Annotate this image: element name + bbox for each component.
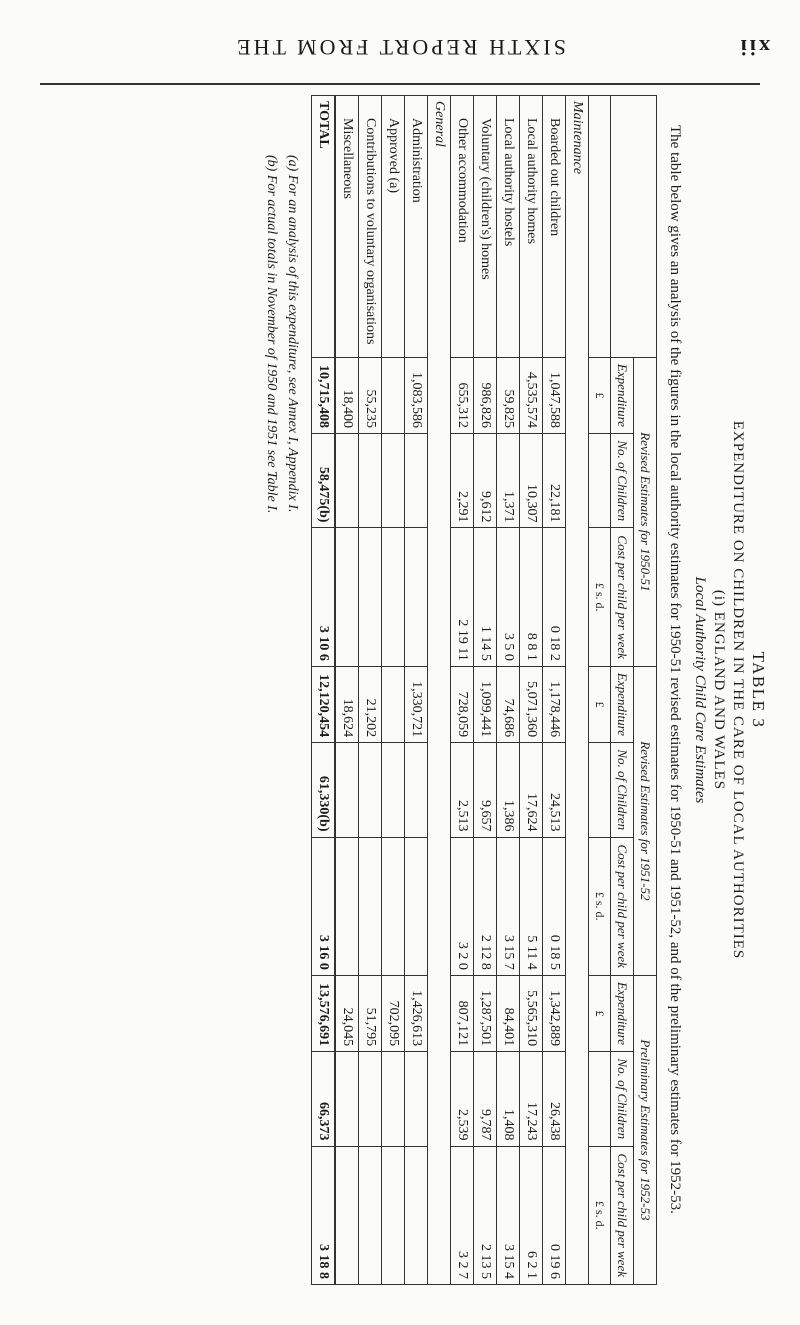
cell: 9,612	[473, 434, 496, 528]
cell: 0 18 2	[542, 528, 565, 666]
table-title: TABLE 3	[749, 651, 768, 729]
table-row	[542, 96, 565, 1285]
table-subtitle: EXPENDITURE ON CHILDREN IN THE CARE OF LOCAL AUTHORITIES	[730, 420, 746, 960]
cell: 2,291	[450, 434, 473, 528]
cell	[335, 1052, 359, 1146]
cell	[404, 1052, 427, 1146]
cell: 1,330,721	[404, 666, 427, 742]
table-row	[335, 96, 359, 1285]
cell: 9,787	[473, 1052, 496, 1146]
row-label: Approved (a)	[381, 96, 404, 358]
table-row	[450, 96, 473, 1285]
cell: 84,401	[496, 975, 519, 1051]
cell	[358, 1146, 381, 1284]
cell: 3 2 7	[450, 1146, 473, 1284]
cell: 0 18 5	[542, 837, 565, 975]
table-row	[519, 96, 542, 1285]
cell: 5 11 4	[519, 837, 542, 975]
cell	[358, 837, 381, 975]
cell	[335, 837, 359, 975]
total-cell: 3 16 0	[311, 837, 335, 975]
table-row	[381, 96, 404, 1285]
col-cost-per-week: Cost per child per week	[610, 528, 633, 666]
unit-cell: £	[588, 666, 610, 742]
cell: 5,071,360	[519, 666, 542, 742]
cell	[358, 528, 381, 666]
col-expenditure: Expenditure	[610, 357, 633, 433]
cell: 5,565,310	[519, 975, 542, 1051]
cell: 4,535,574	[519, 357, 542, 433]
unit-label	[588, 96, 610, 358]
total-cell: 12,120,454	[311, 666, 335, 742]
total-cell: 3 18 8	[311, 1146, 335, 1284]
table-row	[404, 96, 427, 1285]
cell: 3 15 4	[496, 1146, 519, 1284]
cell: 18,400	[335, 357, 359, 433]
cell: 0 19 6	[542, 1146, 565, 1284]
table-section-italic: Local Authority Child Care Estimates	[692, 576, 708, 804]
col-cost-per-week: Cost per child per week	[610, 837, 633, 975]
total-row	[311, 96, 335, 1285]
total-cell: 66,373	[311, 1052, 335, 1146]
cell	[404, 837, 427, 975]
cell: 1,426,613	[404, 975, 427, 1051]
cell: 17,243	[519, 1052, 542, 1146]
unit-cell: £ s. d.	[588, 837, 610, 975]
cell	[358, 1052, 381, 1146]
cell: 1,178,446	[542, 666, 565, 742]
group-header-1950-51: Revised Estimates for 1950-51	[633, 357, 656, 666]
row-label: Voluntary (children's) homes	[473, 96, 496, 358]
col-children: No. of Children	[610, 434, 633, 528]
row-label: Contributions to voluntary organisations	[358, 96, 381, 358]
footnotes	[261, 155, 303, 1285]
table-row	[358, 96, 381, 1285]
row-label: Local authority homes	[519, 96, 542, 358]
row-label: Administration	[404, 96, 427, 358]
table-intro: The table below gives an analysis of the figures in the local authority estimates for 1950-51 revised estimates for 1950-51 and 1951-52, and of the preliminary estimates for 1952-53.	[667, 125, 683, 1214]
unit-row	[588, 96, 610, 1285]
row-label: Boarded out children	[542, 96, 565, 358]
cell	[381, 666, 404, 742]
cell	[335, 434, 359, 528]
cell: 59,825	[496, 357, 519, 433]
cell: 2 13 5	[473, 1146, 496, 1284]
cell: 55,235	[358, 357, 381, 433]
cell: 9,657	[473, 743, 496, 837]
cell	[381, 743, 404, 837]
cell: 2,513	[450, 743, 473, 837]
cell: 26,438	[542, 1052, 565, 1146]
cell: 17,624	[519, 743, 542, 837]
total-cell: 58,475(b)	[311, 434, 335, 528]
total-cell: 3 10 6	[311, 528, 335, 666]
cell: 3 5 0	[496, 528, 519, 666]
cell: 1,408	[496, 1052, 519, 1146]
cell	[404, 528, 427, 666]
unit-cell	[588, 434, 610, 528]
cell: 24,513	[542, 743, 565, 837]
cell	[381, 1052, 404, 1146]
cell: 74,686	[496, 666, 519, 742]
header-rule	[40, 83, 760, 85]
cell: 2 19 11	[450, 528, 473, 666]
unit-cell: £	[588, 357, 610, 433]
cell	[381, 1146, 404, 1284]
cell: 1,099,441	[473, 666, 496, 742]
page-number: xii	[737, 35, 770, 60]
col-cost-per-week: Cost per child per week	[610, 1146, 633, 1284]
col-children: No. of Children	[610, 743, 633, 837]
group-header-1951-52: Revised Estimates for 1951-52	[633, 666, 656, 975]
column-group-row	[633, 96, 656, 1285]
cell: 1,047,588	[542, 357, 565, 433]
col-expenditure: Expenditure	[610, 666, 633, 742]
total-cell: 13,576,691	[311, 975, 335, 1051]
row-label: Local authority hostels	[496, 96, 519, 358]
cell: 18,624	[335, 666, 359, 742]
cell: 702,095	[381, 975, 404, 1051]
cell: 3 2 0	[450, 837, 473, 975]
cell: 807,121	[450, 975, 473, 1051]
cell	[381, 434, 404, 528]
cell: 1,083,586	[404, 357, 427, 433]
cell	[335, 743, 359, 837]
unit-cell: £ s. d.	[588, 528, 610, 666]
cell	[404, 1146, 427, 1284]
cell: 728,059	[450, 666, 473, 742]
row-label: Miscellaneous	[335, 96, 359, 358]
cell: 6 2 1	[519, 1146, 542, 1284]
table-section: (i) ENGLAND AND WALES	[711, 589, 727, 791]
cell: 24,045	[335, 975, 359, 1051]
cell	[381, 357, 404, 433]
unit-cell	[588, 743, 610, 837]
cell	[335, 1146, 359, 1284]
cell: 1,342,889	[542, 975, 565, 1051]
cell	[358, 743, 381, 837]
cell	[381, 528, 404, 666]
rotated-table-section	[39, 95, 774, 1285]
cell	[404, 434, 427, 528]
table-row	[496, 96, 519, 1285]
cell: 1 14 5	[473, 528, 496, 666]
cell: 2,539	[450, 1052, 473, 1146]
cell: 3 15 7	[496, 837, 519, 975]
cell: 1,287,501	[473, 975, 496, 1051]
section-label: Maintenance	[565, 96, 588, 1285]
section-label: General	[427, 96, 450, 1285]
group-header-1952-53: Preliminary Estimates for 1952-53	[633, 975, 656, 1284]
cell: 22,181	[542, 434, 565, 528]
col-children: No. of Children	[610, 1052, 633, 1146]
table-row	[473, 96, 496, 1285]
cell: 21,202	[358, 666, 381, 742]
total-cell: 61,330(b)	[311, 743, 335, 837]
footnote-b: (b) For actual totals in November of 1950 and 1951 see Table I.	[263, 155, 279, 514]
unit-cell	[588, 1052, 610, 1146]
cell	[358, 434, 381, 528]
running-title: SIXTH REPORT FROM THE	[234, 35, 566, 60]
section-row-general	[427, 96, 450, 1285]
footnote-a: (a) For an analysis of this expenditure, see Annex I, Appendix I.	[284, 155, 300, 513]
col-expenditure: Expenditure	[610, 975, 633, 1051]
cell	[404, 743, 427, 837]
cell: 51,795	[358, 975, 381, 1051]
cell: 655,312	[450, 357, 473, 433]
total-cell: 10,715,408	[311, 357, 335, 433]
cell: 1,386	[496, 743, 519, 837]
unit-cell: £ s. d.	[588, 1146, 610, 1284]
unit-cell: £	[588, 975, 610, 1051]
cell: 10,307	[519, 434, 542, 528]
row-label-header	[610, 96, 656, 358]
row-label: Other accommodation	[450, 96, 473, 358]
cell: 986,826	[473, 357, 496, 433]
section-row-maintenance	[565, 96, 588, 1285]
cell: 8 8 1	[519, 528, 542, 666]
running-header	[30, 20, 770, 60]
cell: 1,371	[496, 434, 519, 528]
cell	[381, 837, 404, 975]
estimates-table	[311, 95, 657, 1285]
cell	[335, 528, 359, 666]
total-label: TOTAL	[311, 96, 335, 358]
cell: 2 12 8	[473, 837, 496, 975]
